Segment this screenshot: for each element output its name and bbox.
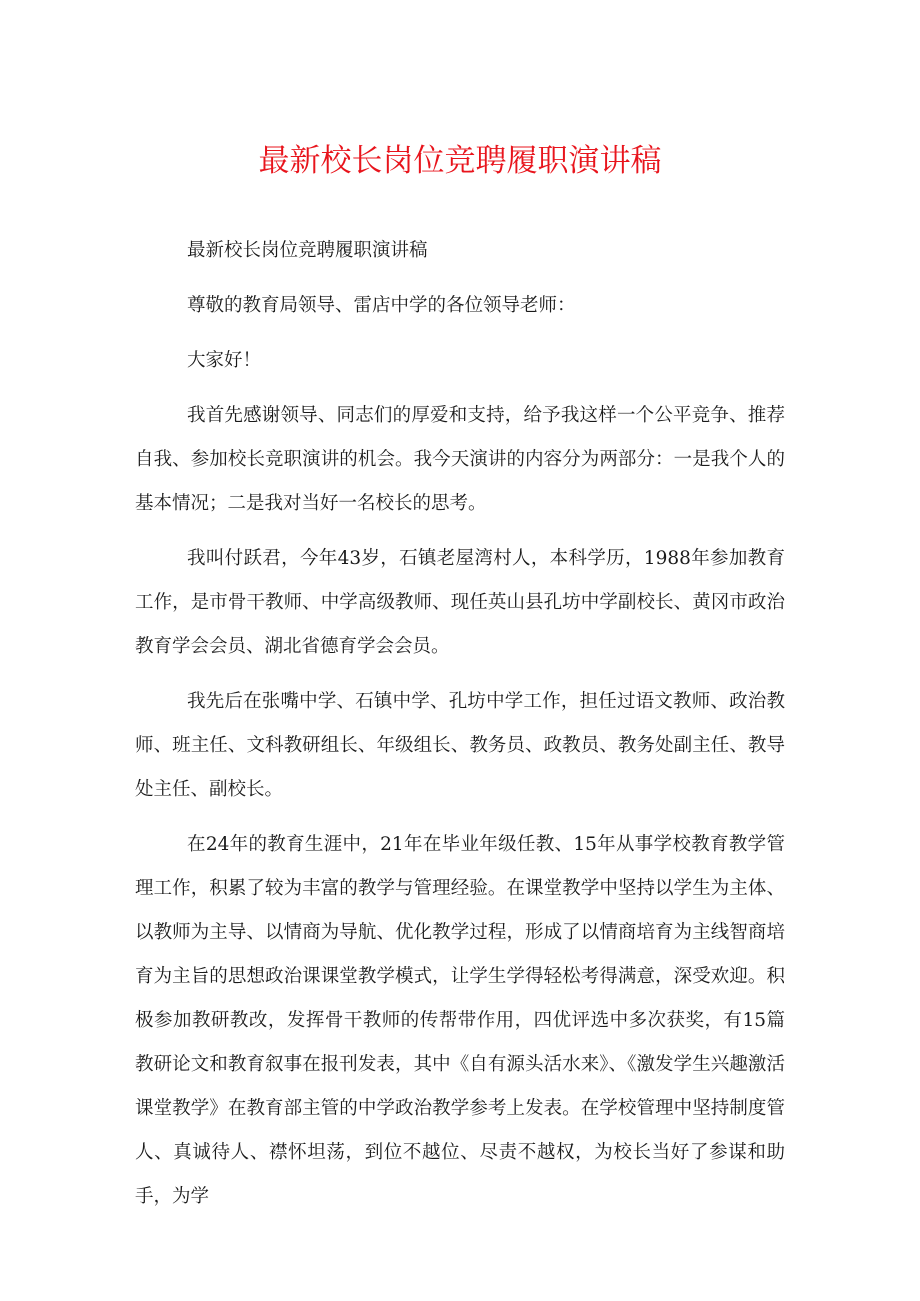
paragraph-greeting: 大家好！ [187, 350, 262, 371]
paragraph-salutation: 尊敬的教育局领导、雷店中学的各位领导老师： [187, 295, 576, 316]
paragraph-personal-info: 我叫付跃君，今年43岁，石镇老屋湾村人，本科学历，1988年参加教育工作，是市骨干教师、中学高级教师、现任英山县孔坊中学副校长、黄冈市政治教育学会会员、湖北省德育学会会员。 [135, 548, 785, 657]
paragraph-heading-repeat: 最新校长岗位竞聘履职演讲稿 [187, 240, 428, 261]
paragraph-experience: 在24年的教育生涯中，21年在毕业年级任教、15年从事学校教育教学管理工作，积累了较为丰富的教学与管理经验。在课堂教学中坚持以学生为主体、以教师为主导、以情商为导航、优化教学过程，形成了以情商培育为主线智商培育为主旨的思想政治课课堂教学模式，让学生学得轻松考得满意，深受欢迎。积极参加教研教改，发挥骨干教师的传帮带作用，四优评选中多次获奖，有15篇教研论文和教育叙事在报刊发表，其中《自有源头活水来》、《激发学生兴趣激活课堂教学》在教育部主管的中学政治教学参考上发表。在学校管理中坚持制度管人、真诚待人、襟怀坦荡，到位不越位、尽责不越权，为校长当好了参谋和助手，为学 [135, 834, 785, 1207]
document-body [135, 229, 785, 1230]
document-title: 最新校长岗位竞聘履职演讲稿 [258, 143, 662, 179]
paragraph-work-history: 我先后在张嘴中学、石镇中学、孔坊中学工作，担任过语文教师、政治教师、班主任、文科教研组长、年级组长、教务员、政教员、教务处副主任、教导处主任、副校长。 [135, 691, 785, 800]
paragraph-intro: 我首先感谢领导、同志们的厚爱和支持，给予我这样一个公平竞争、推荐自我、参加校长竞职演讲的机会。我今天演讲的内容分为两部分：一是我个人的基本情况；二是我对当好一名校长的思考。 [135, 405, 785, 514]
